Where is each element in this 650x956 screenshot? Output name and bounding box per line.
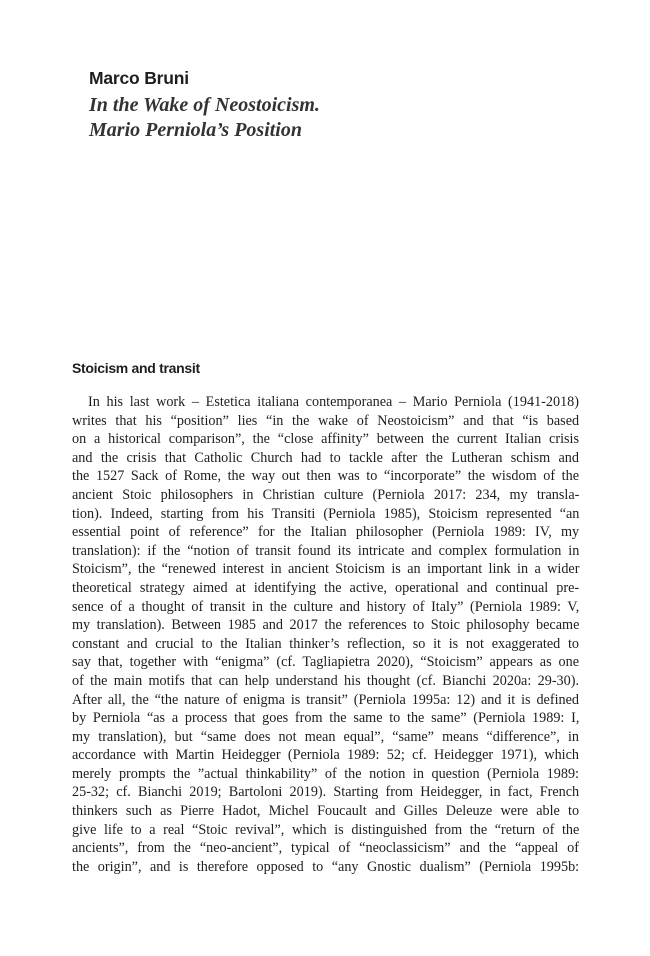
- article-title-line-1: In the Wake of Neostoicism.: [89, 94, 320, 116]
- body-line: the origin”, and is therefore opposed to “any Gnostic dualism” (Perniola 1995b:: [72, 858, 580, 875]
- body-line: tion). Indeed, starting from his Transiti (Perniola 1985), Stoicism represented “an: [72, 505, 580, 522]
- body-line: on a historical comparison”, the “close affinity” between the current Italian crisis: [72, 431, 579, 448]
- body-line: the 1527 Sack of Rome, the way out then was to “incorporate” the wisdom of the: [72, 468, 579, 485]
- article-title: [89, 93, 320, 143]
- body-line: constant and crucial to the Italian thinker’s reflection, so it is not exaggerated to: [72, 635, 579, 652]
- article-title-line-2: Mario Perniola’s Position: [89, 119, 302, 141]
- author-name: Marco Bruni: [89, 68, 189, 88]
- section-heading: Stoicism and transit: [72, 360, 200, 376]
- body-line: merely prompts the ”actual thinkability” of the notion in question (Perniola 1989:: [72, 765, 579, 782]
- body-line: accordance with Martin Heidegger (Perniola 1989: 52; cf. Heidegger 1971), which: [72, 747, 579, 764]
- body-line: of the main motifs that can help understand his thought (cf. Bianchi 2020a: 29-30).: [72, 672, 579, 689]
- body-line: by Perniola “as a process that goes from the same to the same” (Perniola 1989: I,: [72, 710, 580, 727]
- body-line: my translation), but “same does not mean equal”, “same” means “difference”, in: [72, 728, 579, 745]
- body-text: [72, 393, 579, 876]
- body-line: sence of a thought of transit in the culture and history of Italy” (Perniola 1989: V,: [72, 598, 580, 615]
- body-line: ancient Stoic philosophers in Christian culture (Perniola 2017: 234, my transla-: [72, 486, 580, 503]
- body-line: theoretical strategy aimed at identifying the active, operational and continual pre-: [72, 579, 580, 596]
- body-line: writes that his “position” lies “in the wake of Neostoicism” and that “is based: [72, 412, 580, 429]
- body-line: give life to a real “Stoic revival”, which is distinguished from the “return of the: [72, 821, 580, 838]
- body-line: Stoicism”, the “renewed interest in ancient Stoicism is an important link in a wider: [72, 561, 580, 578]
- body-line: ancients”, from the “neo-ancient”, typical of “neoclassicism” and the “appeal of: [72, 840, 579, 857]
- body-line: thinkers such as Pierre Hadot, Michel Foucault and Gilles Deleuze were able to: [72, 803, 580, 820]
- body-line: and the crisis that Catholic Church had to tackle after the Lutheran schism and: [72, 449, 579, 466]
- body-line: essential point of reference” for the Italian philosopher (Perniola 1989: IV, my: [72, 524, 580, 541]
- body-line: In his last work – Estetica italiana contemporanea – Mario Perniola (1941-2018): [88, 394, 579, 410]
- body-line: my translation). Between 1985 and 2017 the references to Stoic philosophy became: [72, 617, 580, 634]
- body-line: translation): if the “notion of transit found its intricate and complex formulation in: [72, 542, 580, 559]
- body-line: 25-32; cf. Bianchi 2019; Bartoloni 2019). Starting from Heidegger, in fact, French: [72, 784, 580, 801]
- body-line: After all, the “the nature of enigma is transit” (Perniola 1995a: 12) and it is defined: [72, 691, 579, 708]
- body-line: say that, together with “enigma” (cf. Tagliapietra 2020), “Stoicism” appears as one: [72, 654, 579, 671]
